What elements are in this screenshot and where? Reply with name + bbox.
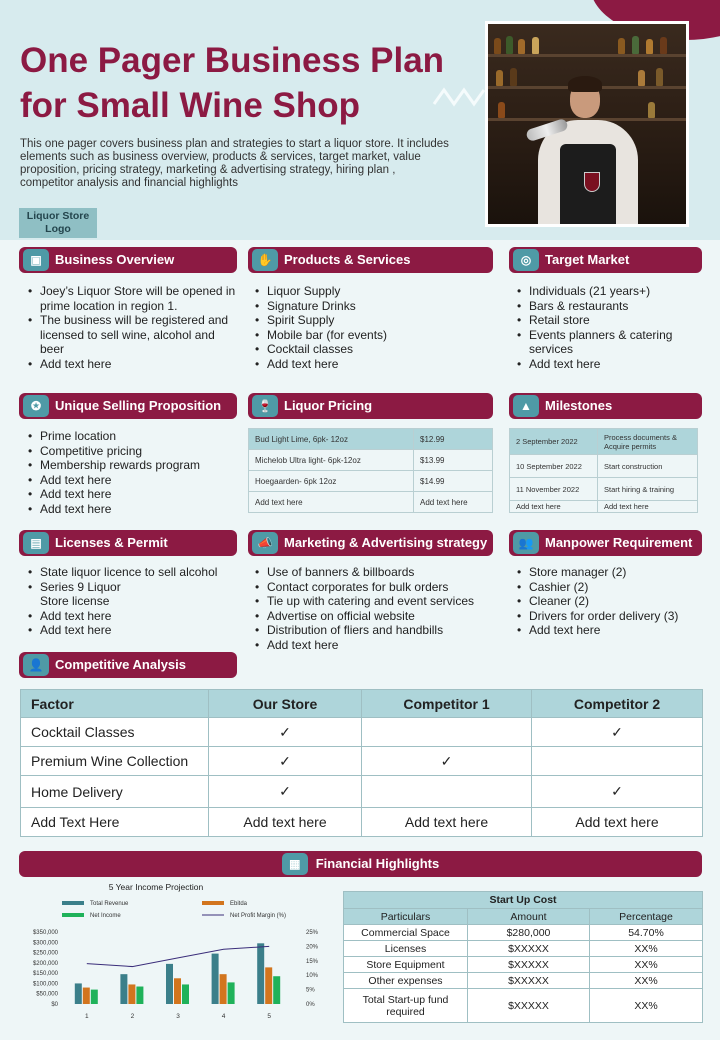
header-band — [0, 0, 720, 240]
manpower-list — [509, 565, 714, 638]
table-header-row: Particulars Amount Percentage — [344, 909, 703, 925]
briefcase-icon: ▣ — [23, 249, 49, 271]
y2-tick-label: 5% — [306, 987, 315, 994]
bar — [220, 974, 227, 1004]
list-item: • Competitive pricing — [20, 444, 242, 459]
list-item: • Add text here — [247, 638, 497, 653]
milestones-table — [509, 428, 698, 513]
list-item: • Add text here — [20, 487, 242, 502]
table-row: Cocktail Classes ✓ ✓ — [21, 718, 703, 747]
y-tick-label: $350,000 — [32, 930, 58, 936]
competitor-table — [20, 689, 703, 837]
bartender-photo — [485, 21, 689, 227]
list-item: • Contact corporates for bulk orders — [247, 580, 497, 595]
y-tick-label: $50,000 — [36, 991, 58, 998]
y-tick-label: $100,000 — [32, 981, 58, 988]
table-row: Home Delivery ✓ ✓ — [21, 776, 703, 808]
chart-bars — [75, 943, 280, 1004]
liquor-pricing-table — [248, 428, 493, 513]
bar — [273, 976, 280, 1004]
y2-tick-label: 15% — [306, 958, 319, 965]
list-item: • Cashier (2) — [509, 580, 714, 595]
bar — [75, 983, 82, 1004]
list-item: • Drivers for order delivery (3) — [509, 609, 714, 624]
list-item: • Events planners & catering services — [509, 328, 709, 357]
list-item: • Membership rewards program — [20, 458, 242, 473]
products-services-list — [247, 284, 495, 371]
bar — [128, 984, 135, 1004]
list-item: • Distribution of fliers and handbills — [247, 623, 497, 638]
legend-label: Ebitda — [230, 901, 248, 907]
chart-line — [87, 946, 269, 966]
x-tick-label: 4 — [221, 1013, 226, 1020]
table-row: Hoegaarden- 6pk 12oz $14.99 — [249, 471, 493, 492]
list-item: • Add text here — [20, 357, 242, 372]
list-item: • Advertise on official website — [247, 609, 497, 624]
bar — [91, 990, 98, 1004]
table-row: Michelob Ultra light- 6pk-12oz $13.99 — [249, 450, 493, 471]
analysis-person-icon: 👤 — [23, 654, 49, 676]
list-item: • Liquor Supply — [247, 284, 495, 299]
financial-highlights-header: ▦ Financial Highlights — [19, 851, 702, 877]
list-item: • Add text here — [20, 623, 242, 638]
bar — [120, 974, 127, 1004]
business-overview-list — [20, 284, 242, 371]
marketing-header: 📣 Marketing & Advertising strategy — [248, 530, 493, 556]
table-row: Bud Light Lime, 6pk- 12oz $12.99 — [249, 429, 493, 450]
milestones-header: ▲ Milestones — [509, 393, 702, 419]
y2-tick-label: 20% — [306, 944, 319, 951]
income-projection-chart — [22, 878, 322, 1028]
list-item: • Prime location — [20, 429, 242, 444]
target-board-icon: ◎ — [513, 249, 539, 271]
x-tick-label: 5 — [267, 1013, 272, 1020]
list-item: • Cleaner (2) — [509, 594, 714, 609]
chart-title: 5 Year Income Projection — [108, 882, 204, 892]
list-item: • The business will be registered and licensed to sell wine, alcohol and beer — [20, 313, 242, 357]
list-item: • Use of banners & billboards — [247, 565, 497, 580]
list-item: • Add text here — [20, 502, 242, 517]
manpower-header: 👥 Manpower Requirement — [509, 530, 702, 556]
legend-label: Net Profit Margin (%) — [230, 913, 287, 919]
handshake-icon: ✋ — [252, 249, 278, 271]
list-item: • Add text here — [247, 357, 495, 372]
bar — [174, 978, 181, 1004]
competitive-analysis-header: 👤 Competitive Analysis — [19, 652, 237, 678]
target-market-list — [509, 284, 709, 371]
licenses-list — [20, 565, 242, 638]
table-row: Store Equipment $XXXXX XX% — [344, 957, 703, 973]
bar — [212, 954, 219, 1004]
list-item: • Add text here — [20, 609, 242, 624]
chart-axes — [33, 930, 319, 1020]
bar — [257, 943, 264, 1004]
wine-bottle-icon: 🍷 — [252, 395, 278, 417]
x-tick-label: 3 — [176, 1013, 180, 1020]
table-row: Commercial Space $280,000 54.70% — [344, 925, 703, 941]
y-tick-label: $150,000 — [32, 971, 58, 978]
table-title-row: Start Up Cost — [344, 892, 703, 909]
table-row: Other expenses $XXXXX XX% — [344, 973, 703, 989]
bar — [228, 982, 235, 1004]
list-item: • State liquor licence to sell alcohol — [20, 565, 242, 580]
products-services-header: ✋ Products & Services — [248, 247, 493, 273]
x-tick-label: 2 — [130, 1013, 135, 1020]
list-item: • Individuals (21 years+) — [509, 284, 709, 299]
bar — [166, 964, 173, 1004]
calculator-icon: ▦ — [282, 853, 308, 875]
table-header-row: Factor Our Store Competitor 1 Competitor 2 — [21, 690, 703, 718]
y-tick-label: $250,000 — [32, 950, 58, 957]
bar — [136, 987, 143, 1004]
badge-icon: ✪ — [23, 395, 49, 417]
net-profit-margin-line — [87, 946, 269, 966]
chart-legend — [62, 901, 286, 919]
liquor-pricing-header: 🍷 Liquor Pricing — [248, 393, 493, 419]
y-tick-label: $200,000 — [32, 960, 58, 967]
y2-tick-label: 10% — [306, 973, 319, 980]
list-item: • Mobile bar (for events) — [247, 328, 495, 343]
page-description: This one pager covers business plan and strategies to start a liquor store. It includes elements such as business overview, products & services, target market, value proposition, pricing strategy, marketing & advertising strategy, hiring plan , competitor analysis and financial highlights — [20, 138, 449, 189]
legend-swatch — [62, 901, 84, 905]
list-item: • Series 9 Liquor Store license — [20, 580, 150, 609]
usp-header: ✪ Unique Selling Proposition — [19, 393, 237, 419]
list-item: • Store manager (2) — [509, 565, 714, 580]
target-market-header: ◎ Target Market — [509, 247, 702, 273]
people-icon: 👥 — [513, 532, 539, 554]
list-item: • Tie up with catering and event services — [247, 594, 497, 609]
list-item: • Add text here — [20, 473, 242, 488]
table-row: Add Text Here Add text here Add text here Add text here — [21, 808, 703, 837]
bar — [182, 984, 189, 1004]
table-row: 2 September 2022 Process documents & Acquire permits — [510, 429, 698, 455]
list-item: • Spirit Supply — [247, 313, 495, 328]
table-row: Total Start-up fund required $XXXXX XX% — [344, 989, 703, 1023]
list-item: • Joey’s Liquor Store will be opened in prime location in region 1. — [20, 284, 242, 313]
marketing-list — [247, 565, 497, 652]
page-title: One Pager Business Plan for Small Wine Shop — [20, 41, 445, 125]
mountain-flag-icon: ▲ — [513, 395, 539, 417]
id-card-icon: ▤ — [23, 532, 49, 554]
licenses-header: ▤ Licenses & Permit — [19, 530, 237, 556]
list-item: • Add text here — [509, 623, 714, 638]
list-item: • Cocktail classes — [247, 342, 495, 357]
legend-label: Net Income — [90, 913, 121, 919]
list-item: • Signature Drinks — [247, 299, 495, 314]
table-row: Premium Wine Collection ✓ ✓ — [21, 747, 703, 776]
y-tick-label: $300,000 — [32, 940, 58, 947]
table-row: 11 November 2022 Start hiring & training — [510, 478, 698, 501]
table-row: Add text here Add text here — [510, 501, 698, 513]
table-row: Licenses $XXXXX XX% — [344, 941, 703, 957]
usp-list — [20, 429, 242, 516]
list-item: • Retail store — [509, 313, 709, 328]
store-logo-placeholder: Liquor Store Logo — [19, 208, 97, 238]
list-item: • Bars & restaurants — [509, 299, 709, 314]
y2-tick-label: 25% — [306, 930, 319, 936]
y2-tick-label: 0% — [306, 1002, 315, 1008]
megaphone-icon: 📣 — [252, 532, 278, 554]
table-row: Add text here Add text here — [249, 492, 493, 513]
startup-cost-table — [343, 891, 703, 1023]
bar — [265, 967, 272, 1004]
y-tick-label: $0 — [51, 1002, 58, 1008]
business-overview-header: ▣ Business Overview — [19, 247, 237, 273]
bar — [83, 988, 90, 1004]
legend-swatch — [202, 901, 224, 905]
legend-swatch — [62, 913, 84, 917]
table-row: 10 September 2022 Start construction — [510, 455, 698, 478]
list-item: • Add text here — [509, 357, 709, 372]
x-tick-label: 1 — [84, 1013, 89, 1020]
legend-label: Total Revenue — [90, 901, 129, 907]
